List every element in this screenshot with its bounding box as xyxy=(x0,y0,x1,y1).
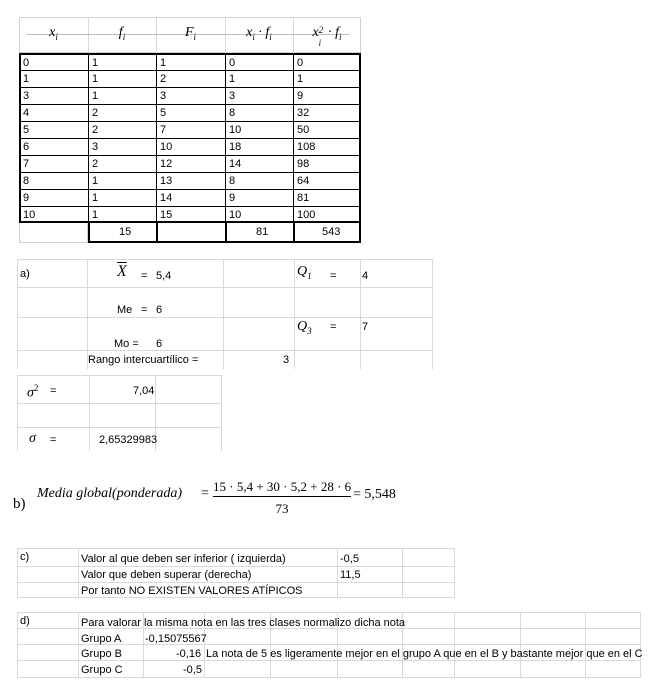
weighted-mean-label: Media global(ponderada) xyxy=(37,486,183,501)
totals-row xyxy=(19,223,88,243)
table-cell: 13 xyxy=(160,175,173,187)
table-cell: 10 xyxy=(23,209,36,221)
table-row xyxy=(21,155,359,173)
table-cell: 32 xyxy=(297,107,310,119)
frequency-table xyxy=(19,17,361,243)
table-cell: 81 xyxy=(297,192,310,204)
table-row xyxy=(21,104,359,122)
table-cell: 3 xyxy=(92,141,99,153)
table-row xyxy=(21,172,359,190)
table-cell: 0 xyxy=(229,57,236,69)
section-a-label: a) xyxy=(20,268,30,280)
outliers-conclusion: Por tanto NO EXISTEN VALORES ATÍPICOS xyxy=(81,585,303,597)
table-cell: 1 xyxy=(23,73,30,85)
variance-eq: = xyxy=(50,385,57,397)
group-b-value: -0,16 xyxy=(176,648,202,660)
table-cell: 7 xyxy=(23,158,30,170)
weighted-mean-eq: = xyxy=(201,486,209,501)
mo-label: Mo = xyxy=(114,338,139,350)
table-body xyxy=(19,53,361,223)
q1-eq: = xyxy=(330,270,337,282)
me-label: Me xyxy=(117,304,133,316)
table-cell: 1 xyxy=(160,57,167,69)
table-cell: 98 xyxy=(297,158,310,170)
table-cell: 3 xyxy=(23,90,30,102)
upper-fence-label: Valor que deben superar (derecha) xyxy=(81,569,252,581)
section-a xyxy=(17,259,433,369)
sd-symbol: σ xyxy=(29,431,36,446)
iqr-label: Rango intercuartílico = xyxy=(88,354,199,366)
mo-value: 6 xyxy=(156,338,163,350)
table-cell: 5 xyxy=(160,107,167,119)
table-cell: 2 xyxy=(160,73,167,85)
mean-symbol: $\overline{X}$ xyxy=(117,263,127,280)
total-fi: 15 xyxy=(119,226,132,238)
fraction-bar xyxy=(213,496,351,497)
sd-value: 2,65329983 xyxy=(99,434,158,446)
header-Fi: $F_i$ xyxy=(184,25,197,42)
table-cell: 1 xyxy=(229,73,236,85)
weighted-mean-result: = 5,548 xyxy=(353,487,396,502)
me-value: 6 xyxy=(156,304,163,316)
table-cell: 0 xyxy=(23,57,30,69)
table-cell: 10 xyxy=(160,141,173,153)
table-cell: 14 xyxy=(160,192,173,204)
table-row xyxy=(21,121,359,139)
q1-symbol: $Q_1$ xyxy=(297,264,312,281)
iqr-value: 3 xyxy=(283,354,290,366)
table-cell: 1 xyxy=(92,175,99,187)
table-cell: 4 xyxy=(23,107,30,119)
table-cell: 8 xyxy=(23,175,30,187)
q3-value: 7 xyxy=(362,321,369,333)
q1-value: 4 xyxy=(362,270,369,282)
total-xifi: 81 xyxy=(256,226,269,238)
table-cell: 6 xyxy=(23,141,30,153)
table-cell: 9 xyxy=(229,192,236,204)
q3-symbol: $Q_3$ xyxy=(297,319,312,336)
section-d-label: d) xyxy=(20,615,30,627)
table-cell: 50 xyxy=(297,124,310,136)
table-row xyxy=(21,189,359,207)
upper-fence-value: 11,5 xyxy=(340,569,361,581)
table-cell: 15 xyxy=(160,209,173,221)
lower-fence-value: -0,5 xyxy=(340,553,359,565)
table-cell: 2 xyxy=(92,158,99,170)
table-cell: 1 xyxy=(92,192,99,204)
table-cell: 10 xyxy=(229,209,242,221)
table-row xyxy=(21,87,359,105)
me-eq: = xyxy=(141,304,148,316)
table-cell: 108 xyxy=(297,141,316,153)
variance-value: 7,04 xyxy=(133,385,155,397)
table-cell: 3 xyxy=(229,90,236,102)
mean-value: 5,4 xyxy=(156,270,172,282)
table-cell: 2 xyxy=(92,124,99,136)
table-cell: 1 xyxy=(92,73,99,85)
table-cell: 14 xyxy=(229,158,242,170)
group-b-name: Grupo B xyxy=(81,648,122,660)
header-xifi: $x_i \cdot f_i$ xyxy=(246,25,272,42)
table-cell: 18 xyxy=(229,141,242,153)
table-cell: 9 xyxy=(297,90,304,102)
normalization-conclusion: La nota de 5 es ligeramente mejor en el grupo A que en el B y bastante mejor que en el C xyxy=(206,648,643,660)
table-cell: 1 xyxy=(92,209,99,221)
table-row xyxy=(21,70,359,88)
q3-eq: = xyxy=(330,321,337,333)
table-cell: 7 xyxy=(160,124,167,136)
table-cell: 12 xyxy=(160,158,173,170)
group-c-value: -0,5 xyxy=(183,664,202,676)
total-xi2fi: 543 xyxy=(322,226,341,238)
sd-eq: = xyxy=(50,434,57,446)
table-cell: 1 xyxy=(297,73,304,85)
table-cell: 3 xyxy=(160,90,167,102)
lower-fence-label: Valor al que deben ser inferior ( izquierda) xyxy=(81,553,286,565)
group-a-value: -0,15075567 xyxy=(145,633,207,645)
table-cell: 8 xyxy=(229,107,236,119)
variance-symbol: $\sigma^2$ xyxy=(27,383,39,401)
section-b-label: b) xyxy=(13,496,26,512)
header-fi: $f_i$ xyxy=(118,25,126,42)
header-xi: $x_i$ xyxy=(49,25,58,42)
table-row xyxy=(21,138,359,156)
group-a-name: Grupo A xyxy=(81,633,122,645)
table-cell: 9 xyxy=(23,192,30,204)
header-xi2fi: x 2 i · $f_i$ xyxy=(312,25,342,48)
weighted-mean-denominator: 73 xyxy=(275,501,289,516)
weighted-mean-numerator: 15 · 5,4 + 30 · 5,2 + 28 · 6 xyxy=(213,479,352,494)
group-c-name: Grupo C xyxy=(81,664,123,676)
section-c-label: c) xyxy=(20,551,30,563)
table-cell: 10 xyxy=(229,124,242,136)
table-cell: 2 xyxy=(92,107,99,119)
normalization-intro: Para valorar la misma nota en las tres clases normalizo dicha nota xyxy=(81,617,406,629)
table-cell: 1 xyxy=(92,90,99,102)
table-cell: 1 xyxy=(92,57,99,69)
table-cell: 64 xyxy=(297,175,310,187)
mean-eq: = xyxy=(141,270,148,282)
table-cell: 8 xyxy=(229,175,236,187)
table-cell: 0 xyxy=(297,57,304,69)
table-cell: 5 xyxy=(23,124,30,136)
table-cell: 100 xyxy=(297,209,316,221)
